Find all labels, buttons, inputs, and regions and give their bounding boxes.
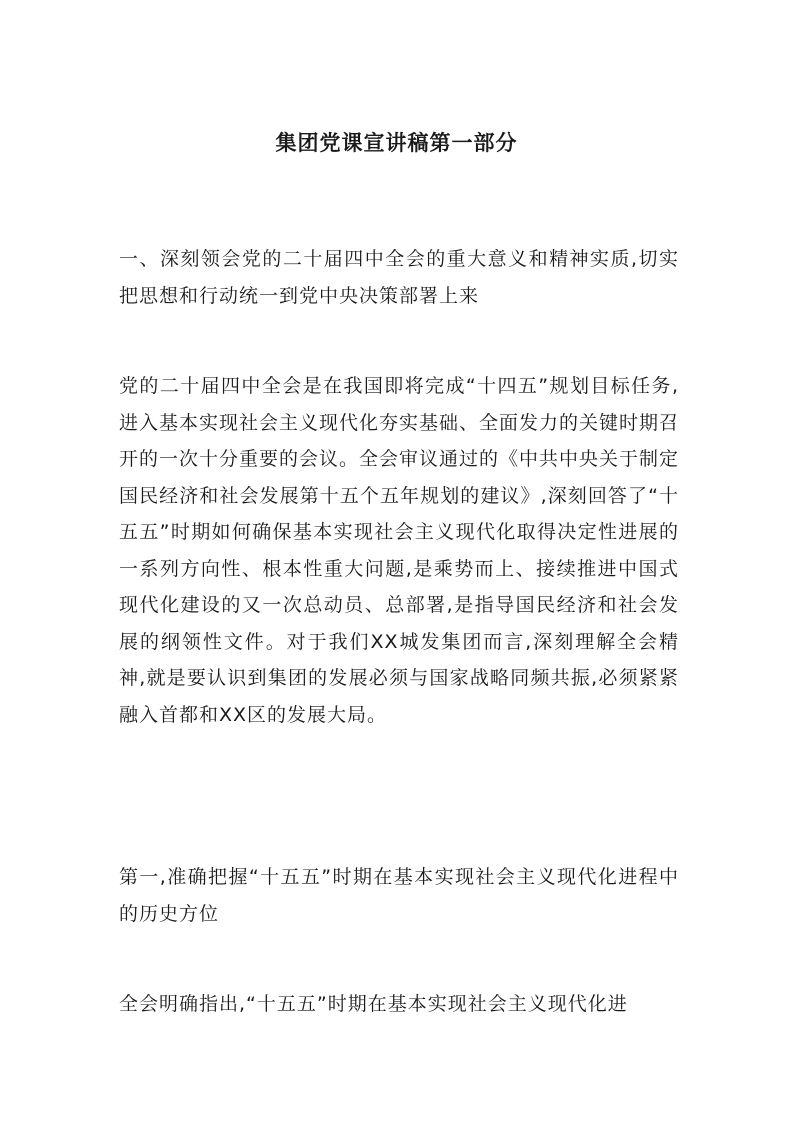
section-heading-2: 第一,准确把握“十五五”时期在基本实现社会主义现代化进程中的历史方位 bbox=[119, 866, 679, 925]
paragraph-1: 党的二十届四中全会是在我国即将完成“十四五”规划目标任务,进入基本实现社会主义现代化夯实基础、全面发力的关键时期召开的一次十分重要的会议。全会审议通过的《中共中央关于制定国民经济和社会发展第十五个五年规划的建议》,深刻回答了“十五五”时期如何确保基本实现社会主义现代化取得决定性进展的一系列方向性、根本性重大问题,是乘势而上、接续推进中国式现代化建设的又一次总动员、总部署,是指导国民经济和社会发展的纲领性文件。对于我们XX城发集团而言,深刻理解全会精神,就是要认识到集团的发展必须与国家战略同频共振,必须紧紧融入首都和XX区的发展大局。 bbox=[119, 375, 680, 726]
section-heading-1: 一、深刻领会党的二十届四中全会的重大意义和精神实质,切实把思想和行动统一到党中央决策部署上来 bbox=[119, 248, 679, 307]
document-title: 集团党课宣讲稿第一部分 bbox=[275, 131, 518, 155]
paragraph-2: 全会明确指出,“十五五”时期在基本实现社会主义现代化进 bbox=[119, 993, 628, 1015]
